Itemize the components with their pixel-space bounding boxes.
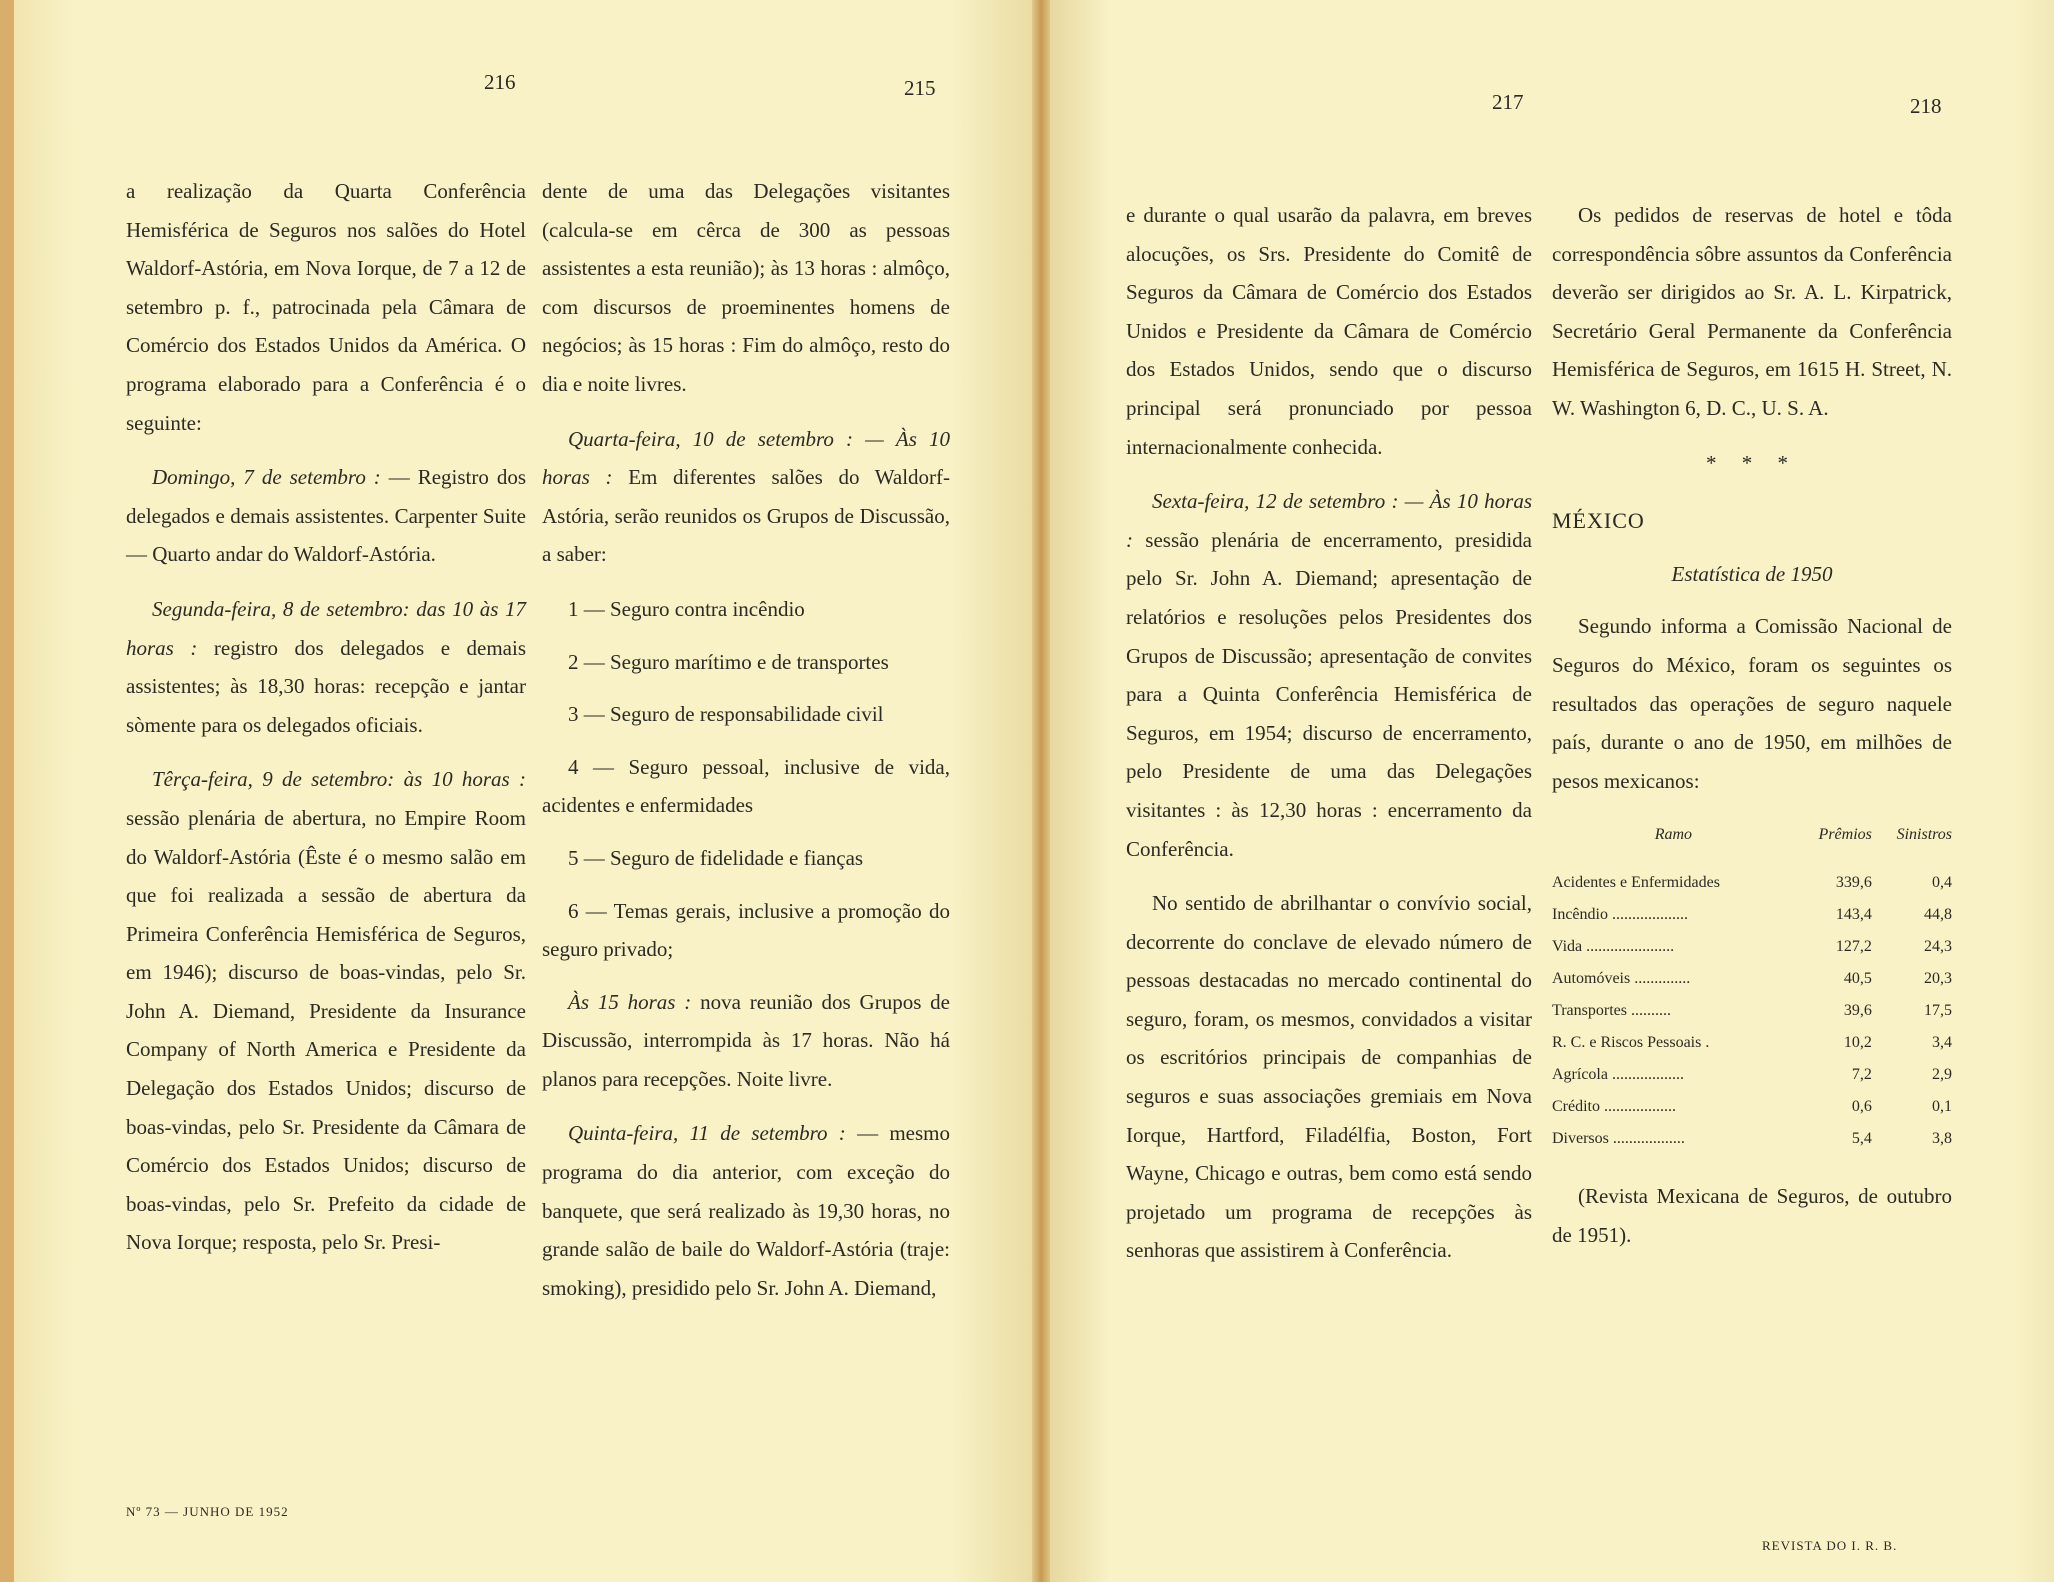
schedule-entry-text: sessão plenária de abertura, no Empire Room do Waldorf-Astória (Êste é o mesmo salão em que foi realizada a sessão de abertura da Primeira Conferência Hemisférica de Seguros, em 1946); discurso de boas-vindas, pelo Sr. John A. Diemand, Presidente da Insurance Company of North America e Presidente da Delegação dos Estados Unidos; discurso de boas-vindas, pelo Sr. Presidente da Câmara de Comércio dos Estados Unidos; discurso de boas-vindas, pelo Sr. Prefeito da cidade de Nova Iorque; resposta, pelo Sr. Presi- bbox=[126, 805, 526, 1255]
page-number-218: 218 bbox=[1910, 94, 1942, 118]
discussion-group-item: 6 — Temas gerais, inclusive a promoção do seguro privado; bbox=[542, 898, 950, 962]
table-cell-sinistros: 20,3 bbox=[1924, 969, 1952, 987]
mexico-intro-paragraph: Segundo informa a Comissão Nacional de Seguros do México, foram os seguintes os resultados das operações de seguro naquele país, durante o ano de 1950, em milhões de pesos mexicanos: bbox=[1552, 614, 1952, 793]
right-page-column-2 bbox=[1552, 196, 1952, 1270]
schedule-entry bbox=[126, 590, 526, 744]
table-row bbox=[1552, 1027, 1952, 1059]
table-row bbox=[1552, 867, 1952, 899]
left-page-column-1 bbox=[126, 172, 526, 1278]
discussion-group-item: 4 — Seguro pessoal, inclusive de vida, acidentes e enfermidades bbox=[542, 754, 950, 818]
schedule-entry bbox=[542, 983, 950, 1099]
schedule-entry-text: nova reunião dos Grupos de Discussão, interrompida às 17 horas. Não há planos para recepções. Noite livre. bbox=[542, 989, 951, 1091]
table-cell-premios: 10,2 bbox=[1843, 1033, 1872, 1051]
table-cell-ramo: Automóveis .............. bbox=[1552, 969, 1691, 987]
table-cell-sinistros: 17,5 bbox=[1924, 1001, 1952, 1019]
table-cell-sinistros: 44,8 bbox=[1924, 905, 1952, 923]
table-cell-premios: 0,6 bbox=[1851, 1097, 1872, 1115]
schedule-entry bbox=[542, 420, 950, 574]
schedule-entry bbox=[542, 1114, 950, 1307]
paragraph: No sentido de abrilhantar o convívio social, decorrente do conclave de elevado número de pessoas destacadas no mercado continental do seguro, foram, os mesmos, convidados a visitar os escritórios principais de companhias de seguros e suas associações gremiais em Nova Iorque, Hartford, Filadélfia, Boston, Fort Wayne, Chicago e outras, bem como está sendo projetado um programa de recepções às senhoras que assistirem à Conferência. bbox=[1126, 891, 1532, 1263]
book-gutter bbox=[1032, 0, 1050, 1582]
schedule-entry-text: — Registro dos delegados e demais assistentes. Carpenter Suite — Quarto andar do Waldorf-Astória. bbox=[126, 465, 527, 567]
page-number-215: 215 bbox=[904, 76, 936, 100]
table-cell-ramo: Agrícola .................. bbox=[1552, 1065, 1684, 1083]
table-cell-premios: 40,5 bbox=[1843, 969, 1872, 987]
header-ramo: Ramo bbox=[1654, 826, 1693, 844]
table-cell-premios: 339,6 bbox=[1835, 873, 1872, 891]
paragraph: e durante o qual usarão da palavra, em breves alocuções, os Srs. Presidente do Comitê de Seguros da Câmara de Comércio dos Estados Unidos e Presidente da Câmara de Comércio dos Estados Unidos, sendo que o discurso principal será pronunciado por pessoa internacionalmente conhecida. bbox=[1126, 203, 1532, 459]
table-cell-sinistros: 3,4 bbox=[1932, 1033, 1952, 1051]
table-cell-ramo: R. C. e Riscos Pessoais . bbox=[1552, 1033, 1710, 1051]
table-cell-ramo: Transportes .......... bbox=[1552, 1001, 1671, 1019]
table-cell-ramo: Incêndio ................... bbox=[1552, 905, 1688, 923]
schedule-entry-text: sessão plenária de encerramento, presidida pelo Sr. John A. Diemand; apresentação de relatórios e resoluções pelos Presidentes dos Grupos de Discussão; apresentação de convites para a Quinta Conferência Hemisférica de Seguros, em 1954; discurso de encerramento, pelo Presidente de uma das Delegações visitantes : às 12,30 horas : encerramento da Conferência. bbox=[1126, 527, 1532, 861]
page-number-216: 216 bbox=[484, 70, 516, 94]
right-page-footer: REVISTA DO I. R. B. bbox=[1762, 1538, 1898, 1553]
discussion-group-item: 3 — Seguro de responsabilidade civil bbox=[568, 702, 884, 727]
table-cell-premios: 39,6 bbox=[1843, 1001, 1872, 1019]
header-premios: Prêmios bbox=[1818, 826, 1872, 844]
source-citation: (Revista Mexicana de Seguros, de outubro de 1951). bbox=[1552, 1183, 1952, 1247]
subheading-statistics: Estatística de 1950 bbox=[1671, 561, 1833, 586]
paragraph: dente de uma das Delegações visitantes (calcula-se em cêrca de 300 as pessoas assistentes a esta reunião); às 13 horas : almôço, com discursos de proeminentes homens de negócios; às 15 horas : Fim do almôço, resto do dia e noite livres. bbox=[542, 179, 950, 396]
schedule-entry-text: registro dos delegados e demais assistentes; às 18,30 horas: recepção e jantar sòmente para os delegados oficiais. bbox=[126, 635, 527, 737]
table-row bbox=[1552, 1059, 1952, 1091]
table-cell-premios: 5,4 bbox=[1851, 1129, 1872, 1147]
section-separator: * * * bbox=[1706, 450, 1798, 475]
table-cell-premios: 127,2 bbox=[1835, 937, 1872, 955]
table-row bbox=[1552, 963, 1952, 995]
schedule-entry-label: Sexta-feira, 12 de setembro : — Às 10 horas : bbox=[1126, 489, 1532, 552]
table-cell-sinistros: 24,3 bbox=[1924, 937, 1952, 955]
table-cell-sinistros: 3,8 bbox=[1932, 1129, 1952, 1147]
table-row bbox=[1552, 899, 1952, 931]
section-heading-mexico: MÉXICO bbox=[1552, 508, 1645, 534]
discussion-group-item: 5 — Seguro de fidelidade e fianças bbox=[568, 845, 864, 870]
table-cell-sinistros: 0,1 bbox=[1932, 1097, 1952, 1115]
table-row bbox=[1552, 931, 1952, 963]
schedule-entry bbox=[126, 458, 526, 574]
table-cell-ramo: Diversos .................. bbox=[1552, 1129, 1685, 1147]
discussion-group-item: 2 — Seguro marítimo e de transportes bbox=[568, 649, 889, 674]
table-row bbox=[1552, 1091, 1952, 1123]
schedule-entry-text: — mesmo programa do dia anterior, com exceção do banquete, que será realizado às 19,30 horas, no grande salão de baile do Waldorf-Astória (traje: smoking), presidido pelo Sr. John A. Diemand, bbox=[542, 1121, 951, 1300]
table-header-row bbox=[1552, 816, 1952, 867]
schedule-entry bbox=[1126, 482, 1532, 868]
table-cell-premios: 143,4 bbox=[1835, 905, 1872, 923]
insurance-statistics-table bbox=[1552, 816, 1952, 1155]
table-cell-ramo: Vida ...................... bbox=[1552, 937, 1675, 955]
hotel-reservation-paragraph: Os pedidos de reservas de hotel e tôda correspondência sôbre assuntos da Conferência deverão ser dirigidos ao Sr. A. L. Kirpatrick, Secretário Geral Permanente da Conferência Hemisférica de Seguros, em 1615 H. Street, N. W. Washington 6, D. C., U. S. A. bbox=[1552, 203, 1952, 420]
table-cell-sinistros: 2,9 bbox=[1932, 1065, 1952, 1083]
discussion-group-item: 1 — Seguro contra incêndio bbox=[568, 596, 805, 621]
left-page-footer: Nº 73 — JUNHO DE 1952 bbox=[126, 1504, 289, 1519]
right-page-column-1 bbox=[1126, 196, 1532, 1286]
schedule-entry bbox=[126, 760, 526, 1262]
table-cell-premios: 7,2 bbox=[1851, 1065, 1872, 1083]
schedule-entry-text: Em diferentes salões do Waldorf-Astória, serão reunidos os Grupos de Discussão, a saber: bbox=[542, 465, 951, 567]
header-sinistros: Sinistros bbox=[1896, 826, 1952, 844]
right-page bbox=[1050, 0, 2054, 1582]
table-cell-ramo: Crédito .................. bbox=[1552, 1097, 1676, 1115]
page-number-217: 217 bbox=[1492, 90, 1524, 114]
table-row bbox=[1552, 1123, 1952, 1155]
schedule-entry-label: Quinta-feira, 11 de setembro : bbox=[568, 1121, 846, 1146]
table-cell-sinistros: 0,4 bbox=[1932, 873, 1952, 891]
schedule-entry-label: Têrça-feira, 9 de setembro: às 10 horas : bbox=[152, 767, 526, 792]
paragraph: a realização da Quarta Conferência Hemisférica de Seguros nos salões do Hotel Waldorf-Astória, em Nova Iorque, de 7 a 12 de setembro p. f., patrocinada pela Câmara de Comércio dos Estados Unidos da América. O programa elaborado para a Conferência é o seguinte: bbox=[126, 179, 526, 435]
left-page-column-2 bbox=[542, 172, 950, 1323]
schedule-entry-label: Às 15 horas : bbox=[568, 989, 692, 1014]
schedule-entry-label: Domingo, 7 de setembro : bbox=[152, 465, 381, 490]
schedule-entry-label: Quarta-feira, 10 de setembro : — Às 10 horas : bbox=[542, 426, 950, 490]
left-page bbox=[14, 0, 1032, 1582]
table-body bbox=[1552, 867, 1952, 1155]
table-row bbox=[1552, 995, 1952, 1027]
schedule-entry-label: Segunda-feira, 8 de setembro: das 10 às 17 horas : bbox=[126, 596, 526, 660]
table-cell-ramo: Acidentes e Enfermidades bbox=[1552, 873, 1720, 891]
